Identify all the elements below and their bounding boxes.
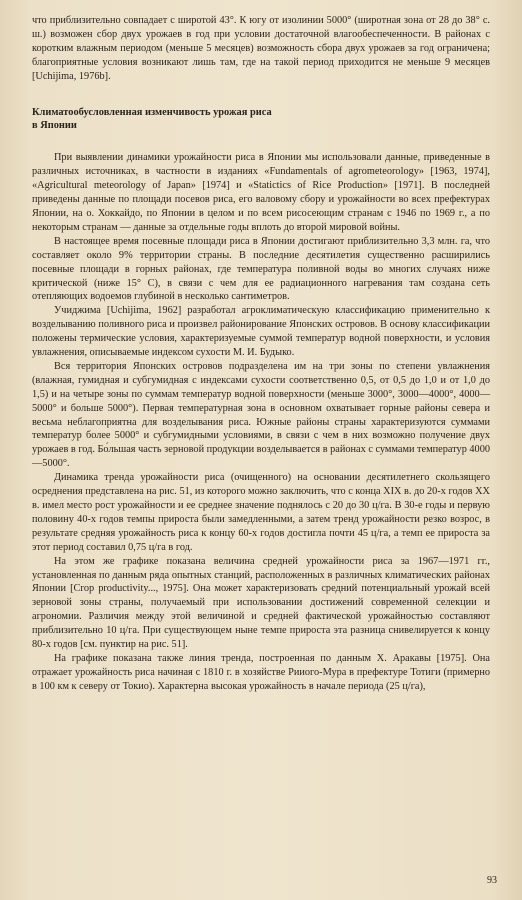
paragraph-areas: В настоящее время посевные площади риса в Японии достигают приблизительно 3,3 млн. га, что составляет около 9% территории страны. В последние десятилетия существенно расширились посевные площади в горных районах, где температура поливной воды во многих случаях ниже критической (ниже 15° С), в связи с чем для ее радиационного нагревания там создана сеть отепляющих водоемов глубиной в несколько сантиметров. [32,235,490,303]
section-heading-line-2: в Японии [32,120,77,132]
page-number: 93 [487,875,497,886]
section-heading [32,106,490,134]
paragraph-sources: При выявлении динамики урожайности риса в Японии мы использовали данные, приведенные в различных источниках, в частности в изданиях «Fundamentals of agrometeorology» [1963, 1974], «Agricultural meteorology of Japan» [1974] и «Statictics of Rice Production» [1971]. В последней приведены данные по площади посевов риса, его валовому сбору и урожайности во всех префектурах Японии, на о. Хоккайдо, по Японии в целом и по всем рисосеющим странам с 1946 по 1969 г., а по некоторым странам — данные за отдельные годы вплоть до второй мировой войны. [32,152,490,233]
paragraph-arakawa: На графике показана также линия тренда, построенная по данным Х. Аракавы [1975]. Она отражает урожайность риса начиная с 1810 г. в хозяйстве Рииого-Мура в префектуре Тотиги (примерно в 100 км к северу от Токио). Характерна высокая урожайность в начале периода (25 ц/га), [32,652,490,692]
paragraph-trend: Динамика тренда урожайности риса (очищенного) на основании десятилетнего скользящего осреднения представлена на рис. 51, из которого можно заключить, что с конца XIX в. до 20-х годов XX в. имел место рост урожайности и ее среднее значение поднялось с 20 до 30 ц/га. В 30-е годы и первую половину 40-х годов темпы прироста были замедленными, а затем тренд урожайности резко возрос, в результате средняя урожайность риса к концу 60-х годов достигла почти 45 ц/га, а темп ее прироста за этот период составил 0,75 ц/га в год. [32,472,490,553]
paragraph-classification: Учиджима [Uchijima, 1962] разработал агроклиматическую классификацию применительно к возделыванию поливного риса и произвел районирование Японских островов. В основу классификации положены термические условия, характеризуемые суммой температур водной поверхности, и условия увлажнения, описываемые индексом сухости М. И. Будыко. [32,305,490,359]
intro-paragraph: что приблизительно совпадает с широтой 43°. К югу от изолинии 5000° (ширoтная зона от 28 до 38° с. ш.) возможен сбор двух урожаев в год при условии достаточной влагообеспеченности. В районах с коротким влажным периодом (меньше 5 месяцев) возможность сбора двух урожаев за год ограничена; благоприятные условия возникают лишь там, где на такой период приходится не меньше 9 месяцев [Uchijima, 1976b]. [32,15,490,82]
paragraph-stations: На этом же графике показана величина средней урожайности риса за 1967—1971 гг., установленная по данным ряда опытных станций, расположенных в различных климатических районах Японии [Crop productivity..., 1975]. Она может характеризовать средний потенциальный урожай всей зерновой зоны страны, получаемый при использовании достижений современной селекции и агрономии. Различия между этой величиной и средней фактической урожайностью составляют приблизительно 10 ц/га. При существующем ныне темпе прироста эта разница снивелируется к концу 80-х годов [см. пунктир на рис. 51]. [32,555,490,651]
page-body [32,14,490,694]
paragraph-zones: Вся территория Японских островов подразделена им на три зоны по степени увлажнения (влажная, гумидная и субгумидная с индексами сухости соответственно 0,5, от 0,5 до 1,0 и от 1,0 до 1,5) и на четыре зоны по суммам температур водной поверхности (меньше 3000°, 3000—4000°, 4000—5000° и больше 5000°). Первая температурная зона в основном охватывает горные районы севера и весьма неблагоприятна для возделывания риса. Южные районы страны характеризуются суммами температур более 5000° и субгумидными условиями, в связи с чем в них возможно получение двух урожаев в год. Бо́льшая часть зерновой продукции возделывается в районах с суммами температур 4000—5000°. [32,360,491,470]
section-heading-line-1: Климатообусловленная изменчивость урожая риса [32,106,272,118]
